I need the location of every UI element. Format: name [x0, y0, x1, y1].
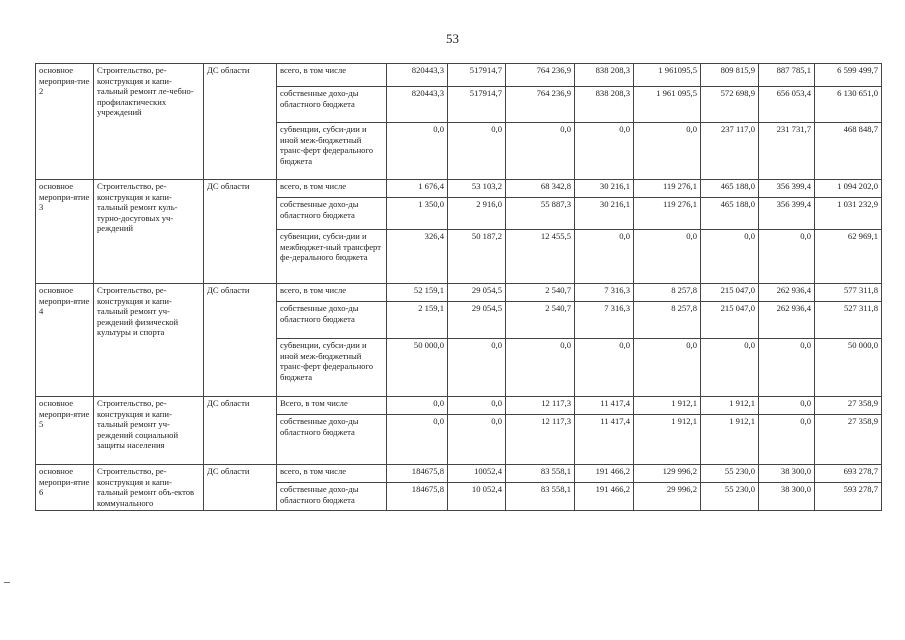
amount-cell: 12 117,3	[506, 397, 575, 415]
amount-cell: 0,0	[448, 397, 506, 415]
event-type-cell: основное мероприя-тие 2	[36, 64, 94, 180]
amount-cell: 215 047,0	[701, 284, 759, 302]
amount-cell: 356 399,4	[759, 180, 815, 198]
funding-source-cell: всего, в том числе	[277, 465, 387, 483]
amount-cell: 0,0	[701, 230, 759, 284]
budget-table	[35, 63, 882, 511]
amount-cell: 0,0	[448, 415, 506, 465]
amount-cell: 593 278,7	[815, 483, 882, 511]
amount-cell: 50 000,0	[815, 339, 882, 397]
amount-cell: 83 558,1	[506, 465, 575, 483]
funding-source-cell: собственные дохо-ды областного бюджета	[277, 198, 387, 230]
funding-source-cell: субвенции, субси-дии и иной меж-бюджетный транс-ферт федерального бюджета	[277, 339, 387, 397]
amount-cell: 129 996,2	[634, 465, 701, 483]
customer-cell: ДС области	[204, 397, 277, 465]
amount-cell: 0,0	[759, 397, 815, 415]
amount-cell: 12 455,5	[506, 230, 575, 284]
amount-cell: 1 912,1	[701, 397, 759, 415]
amount-cell: 1 676,4	[387, 180, 448, 198]
amount-cell: 820443,3	[387, 87, 448, 123]
funding-source-cell: собственные дохо-ды областного бюджета	[277, 415, 387, 465]
amount-cell: 83 558,1	[506, 483, 575, 511]
amount-cell: 517914,7	[448, 87, 506, 123]
amount-cell: 262 936,4	[759, 284, 815, 302]
amount-cell: 50 187,2	[448, 230, 506, 284]
amount-cell: 517914,7	[448, 64, 506, 87]
amount-cell: 838 208,3	[575, 87, 634, 123]
amount-cell: 2 916,0	[448, 198, 506, 230]
event-name-cell: Строительство, ре-конструкция и капи-тальный ремонт уч-реждений социальной защиты населения	[94, 397, 204, 465]
amount-cell: 577 311,8	[815, 284, 882, 302]
amount-cell: 184675,8	[387, 465, 448, 483]
amount-cell: 215 047,0	[701, 302, 759, 339]
amount-cell: 1 350,0	[387, 198, 448, 230]
amount-cell: 27 358,9	[815, 397, 882, 415]
amount-cell: 0,0	[634, 123, 701, 180]
amount-cell: 29 996,2	[634, 483, 701, 511]
amount-cell: 0,0	[634, 339, 701, 397]
amount-cell: 29 054,5	[448, 284, 506, 302]
amount-cell: 237 117,0	[701, 123, 759, 180]
amount-cell: 1 961 095,5	[634, 87, 701, 123]
table-row	[36, 397, 882, 415]
amount-cell: 1 031 232,9	[815, 198, 882, 230]
amount-cell: 0,0	[759, 230, 815, 284]
funding-source-cell: субвенции, субси-дии и иной меж-бюджетный транс-ферт федерального бюджета	[277, 123, 387, 180]
amount-cell: 0,0	[575, 230, 634, 284]
event-type-cell: основное меропри-ятие 4	[36, 284, 94, 397]
amount-cell: 0,0	[506, 123, 575, 180]
amount-cell: 262 936,4	[759, 302, 815, 339]
amount-cell: 7 316,3	[575, 302, 634, 339]
amount-cell: 119 276,1	[634, 180, 701, 198]
amount-cell: 10052,4	[448, 465, 506, 483]
amount-cell: 62 969,1	[815, 230, 882, 284]
amount-cell: 1 912,1	[634, 397, 701, 415]
amount-cell: 38 300,0	[759, 465, 815, 483]
amount-cell: 55 230,0	[701, 465, 759, 483]
amount-cell: 55 230,0	[701, 483, 759, 511]
amount-cell: 7 316,3	[575, 284, 634, 302]
amount-cell: 184675,8	[387, 483, 448, 511]
amount-cell: 11 417,4	[575, 397, 634, 415]
amount-cell: 52 159,1	[387, 284, 448, 302]
amount-cell: 119 276,1	[634, 198, 701, 230]
page-number: 53	[446, 31, 459, 46]
amount-cell: 0,0	[448, 339, 506, 397]
amount-cell: 55 887,3	[506, 198, 575, 230]
margin-mark	[4, 582, 10, 583]
funding-source-cell: собственные дохо-ды областного бюджета	[277, 302, 387, 339]
amount-cell: 2 540,7	[506, 284, 575, 302]
amount-cell: 38 300,0	[759, 483, 815, 511]
amount-cell: 6 599 499,7	[815, 64, 882, 87]
amount-cell: 809 815,9	[701, 64, 759, 87]
amount-cell: 1 094 202,0	[815, 180, 882, 198]
amount-cell: 29 054,5	[448, 302, 506, 339]
amount-cell: 0,0	[387, 397, 448, 415]
amount-cell: 0,0	[759, 415, 815, 465]
event-type-cell: основное меропри-ятие 5	[36, 397, 94, 465]
funding-source-cell: всего, в том числе	[277, 180, 387, 198]
amount-cell: 2 159,1	[387, 302, 448, 339]
amount-cell: 191 466,2	[575, 465, 634, 483]
amount-cell: 838 208,3	[575, 64, 634, 87]
customer-cell: ДС области	[204, 180, 277, 284]
amount-cell: 2 540,7	[506, 302, 575, 339]
amount-cell: 764 236,9	[506, 64, 575, 87]
amount-cell: 0,0	[575, 339, 634, 397]
funding-source-cell: всего, в том числе	[277, 284, 387, 302]
amount-cell: 820443,3	[387, 64, 448, 87]
amount-cell: 231 731,7	[759, 123, 815, 180]
table-row	[36, 284, 882, 302]
amount-cell: 27 358,9	[815, 415, 882, 465]
amount-cell: 527 311,8	[815, 302, 882, 339]
table-row	[36, 180, 882, 198]
event-name-cell: Строительство, ре-конструкция и капи-тальный ремонт уч-реждений физической культуры и спорта	[94, 284, 204, 397]
amount-cell: 0,0	[575, 123, 634, 180]
amount-cell: 465 188,0	[701, 180, 759, 198]
table-row	[36, 465, 882, 483]
amount-cell: 1 912,1	[634, 415, 701, 465]
amount-cell: 0,0	[701, 339, 759, 397]
customer-cell: ДС области	[204, 465, 277, 511]
amount-cell: 6 130 651,0	[815, 87, 882, 123]
customer-cell: ДС области	[204, 64, 277, 180]
amount-cell: 0,0	[634, 230, 701, 284]
amount-cell: 68 342,8	[506, 180, 575, 198]
amount-cell: 0,0	[387, 123, 448, 180]
amount-cell: 0,0	[506, 339, 575, 397]
amount-cell: 1 961095,5	[634, 64, 701, 87]
funding-source-cell: всего, в том числе	[277, 64, 387, 87]
amount-cell: 50 000,0	[387, 339, 448, 397]
amount-cell: 1 912,1	[701, 415, 759, 465]
amount-cell: 11 417,4	[575, 415, 634, 465]
amount-cell: 191 466,2	[575, 483, 634, 511]
amount-cell: 572 698,9	[701, 87, 759, 123]
amount-cell: 465 188,0	[701, 198, 759, 230]
customer-cell: ДС области	[204, 284, 277, 397]
amount-cell: 8 257,8	[634, 284, 701, 302]
event-type-cell: основное меропри-ятие 6	[36, 465, 94, 511]
amount-cell: 30 216,1	[575, 198, 634, 230]
amount-cell: 12 117,3	[506, 415, 575, 465]
amount-cell: 0,0	[759, 339, 815, 397]
amount-cell: 764 236,9	[506, 87, 575, 123]
amount-cell: 326,4	[387, 230, 448, 284]
amount-cell: 468 848,7	[815, 123, 882, 180]
event-name-cell: Строительство, ре-конструкция и капи-тальный ремонт ле-чебно-профилактических учреждений	[94, 64, 204, 180]
amount-cell: 53 103,2	[448, 180, 506, 198]
amount-cell: 693 278,7	[815, 465, 882, 483]
event-name-cell: Строительство, ре-конструкция и капи-тальный ремонт куль-турно-досуговых уч-реждений	[94, 180, 204, 284]
amount-cell: 8 257,8	[634, 302, 701, 339]
funding-source-cell: субвенции, субси-дии и межбюджет-ный трансферт фе-дерального бюджета	[277, 230, 387, 284]
funding-source-cell: собственные дохо-ды областного бюджета	[277, 87, 387, 123]
amount-cell: 0,0	[448, 123, 506, 180]
amount-cell: 656 053,4	[759, 87, 815, 123]
amount-cell: 887 785,1	[759, 64, 815, 87]
table-row	[36, 64, 882, 87]
amount-cell: 10 052,4	[448, 483, 506, 511]
amount-cell: 356 399,4	[759, 198, 815, 230]
funding-source-cell: Всего, в том числе	[277, 397, 387, 415]
event-name-cell: Строительство, ре-конструкция и капи-тальный ремонт объ-ектов коммунального	[94, 465, 204, 511]
funding-source-cell: собственные дохо-ды областного бюджета	[277, 483, 387, 511]
event-type-cell: основное меропри-ятие 3	[36, 180, 94, 284]
amount-cell: 30 216,1	[575, 180, 634, 198]
amount-cell: 0,0	[387, 415, 448, 465]
